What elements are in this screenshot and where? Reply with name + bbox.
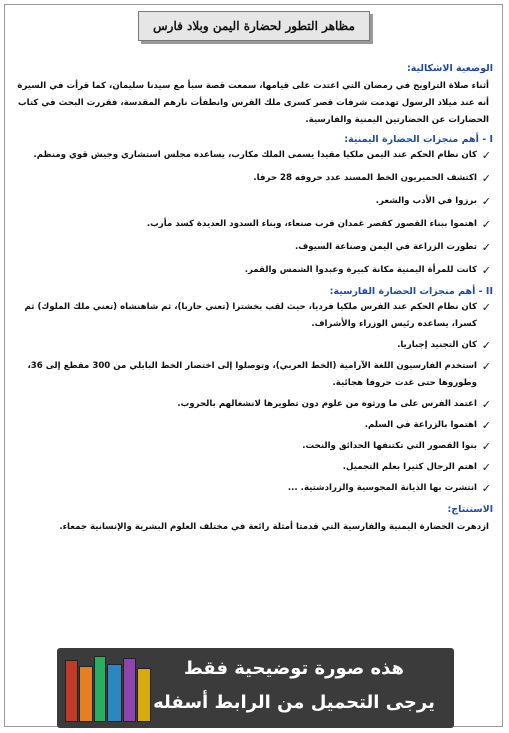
checkmark-icon: ✓ [481, 339, 491, 352]
list-item-text: اكتشف الحميريون الخط المسند عدد حروفه 28 حرفا. [253, 173, 477, 183]
yemen-heading: I - أهم منجزات الحضارة اليمنية: [344, 134, 493, 145]
list-item-text: انتشرت بها الديانة المجوسية والزرادشتية. ... [287, 483, 477, 493]
banner-line-1: هذه صورة توضيحية فقط [183, 658, 404, 679]
checkmark-icon: ✓ [481, 241, 491, 254]
checkmark-icon: ✓ [481, 264, 491, 277]
list-item [16, 262, 493, 279]
conclusion-heading: الاستنتاج: [447, 504, 493, 515]
banner-text [144, 652, 444, 720]
checkmark-icon: ✓ [481, 398, 491, 411]
list-item [16, 299, 493, 333]
checkmark-icon: ✓ [481, 360, 491, 373]
list-item-text: اهتم الرجال كثيرا بعلم التجميل. [342, 462, 477, 472]
list-item [16, 337, 493, 354]
yemen-list [16, 147, 493, 279]
list-item [16, 193, 493, 210]
conclusion-section [16, 503, 493, 536]
yemen-section [16, 133, 493, 279]
list-item-text: اهتموا ببناء القصور كقصر غمدان قرب صنعاء، وبناء السدود العديدة كسد مأرب. [146, 219, 477, 229]
checkmark-icon: ✓ [481, 440, 491, 453]
checkmark-icon: ✓ [481, 218, 491, 231]
book-spine [79, 666, 93, 722]
list-item-text: كان نظام الحكم عند اليمن ملكيا مقيدا يسمى الملك مكارب، يساعده مجلس استشاري وجيش قوي ومنظم. [33, 150, 477, 160]
checkmark-icon: ✓ [481, 461, 491, 474]
checkmark-icon: ✓ [481, 149, 491, 162]
list-item-text: كانت للمرأة اليمنية مكانة كبيرة وعبدوا الشمس والقمر. [244, 265, 477, 275]
list-item-text: تطورت الزراعة في اليمن وصناعة السيوف. [294, 242, 477, 252]
list-item-text: اهتموا بالزراعة في السلم. [364, 420, 477, 430]
problem-text [16, 78, 489, 129]
persia-heading: II - أهم منجزات الحضارة الفارسية: [329, 286, 493, 297]
list-item-text: برزوا في الأدب والشعر. [375, 196, 477, 206]
banner-line-2: يرجى التحميل من الرابط أسفله [153, 692, 435, 713]
persia-section [16, 285, 493, 497]
list-item [16, 396, 493, 413]
book-spine [107, 664, 122, 722]
list-item [16, 438, 493, 455]
checkmark-icon: ✓ [481, 482, 491, 495]
persia-list [16, 299, 493, 497]
list-item [16, 417, 493, 434]
download-banner[interactable] [57, 648, 454, 728]
problem-paragraph: أثناء صلاة التراويح في رمضان التي اعتدت على قيامها، سمعت قصة سبأ مع سيدنا سليمان، كما قرأت في السيرة أنه عند ميلاد الرسول تهدمت شرفات قصر كسرى ملك الفرس وانطفأت نارهم المقدسة، فقررت البحث في كتاب الحضارات عن الحضارتين اليمنية والفارسية. [17, 81, 489, 125]
list-item [16, 170, 493, 187]
books-icon [63, 654, 153, 722]
checkmark-icon: ✓ [481, 172, 491, 185]
problem-section [16, 62, 493, 129]
conclusion-text: ازدهرت الحضارة اليمنية والفارسية التي قدمتا أمثلة رائعة في مختلف العلوم البشرية والإنسانية جمعاء. [59, 522, 489, 532]
list-item [16, 358, 493, 392]
checkmark-icon: ✓ [481, 301, 491, 314]
page-title: مظاهر التطور لحضارة اليمن وبلاد فارس [138, 11, 370, 41]
checkmark-icon: ✓ [481, 419, 491, 432]
list-item [16, 480, 493, 497]
document-body [16, 62, 493, 536]
book-spine [123, 658, 136, 722]
list-item-text: استخدم الفارسيون اللغة الآرامية (الخط العربي)، وتوصلوا إلى اختصار الخط البابلي من 300 مقطع إلى 36، وطوروها حتى غدت حروفا هجائية. [27, 361, 477, 388]
book-spine [94, 656, 106, 722]
list-item-text: كان نظام الحكم عند الفرس ملكيا فرديا، حيث لقب بخشترا (تعني حاربا)، ثم شاهنشاه (تعني ملك الملوك) ثم كسرا، يساعده رئيس الوزراء والأشراف. [24, 302, 477, 329]
list-item [16, 216, 493, 233]
checkmark-icon: ✓ [481, 195, 491, 208]
problem-heading: الوضعية الاشكالية: [406, 63, 493, 74]
list-item [16, 239, 493, 256]
list-item [16, 147, 493, 164]
list-item [16, 459, 493, 476]
list-item-text: كان التجنيد إجباريا. [397, 340, 477, 350]
book-spine [65, 660, 78, 722]
list-item-text: اعتمد الفرس على ما ورثوه من علوم دون تطويرها لانشغالهم بالحروب. [177, 399, 477, 409]
list-item-text: بنوا القصور التي تكتنفها الحدائق والنحت. [302, 441, 477, 451]
